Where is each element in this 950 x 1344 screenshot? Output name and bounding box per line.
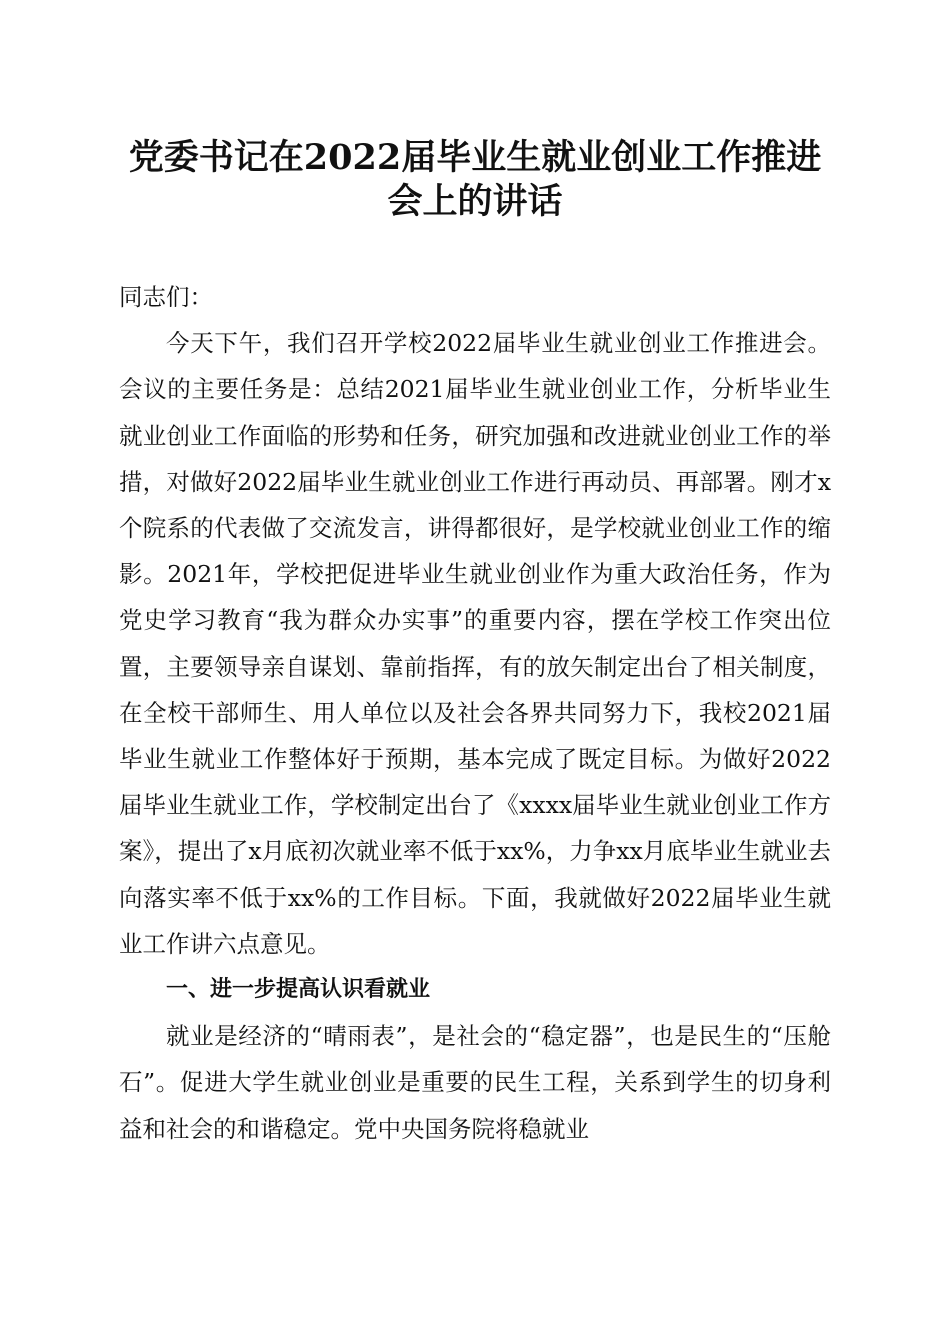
paragraph-section-1: 就业是经济的“晴雨表”，是社会的“稳定器”，也是民生的“压舱石”。促进大学生就业创业是重要的民生工程，关系到学生的切身利益和社会的和谐稳定。党中央国务院将稳就业: [119, 1022, 831, 1143]
document-body: [119, 274, 831, 1152]
document-title: [119, 136, 831, 224]
title-line-2: 会上的讲话: [387, 181, 563, 222]
section-heading-1: 一、进一步提高认识看就业: [166, 977, 431, 1003]
paragraph-intro: 今天下午，我们召开学校2022届毕业生就业创业工作推进会。会议的主要任务是：总结2021届毕业生就业创业工作，分析毕业生就业创业工作面临的形势和任务，研究加强和改进就业创业工作的举措，对做好2022届毕业生就业创业工作进行再动员、再部署。刚才x个院系的代表做了交流发言，讲得都很好，是学校就业创业工作的缩影。2021年，学校把促进毕业生就业创业作为重大政治任务，作为党史学习教育“我为群众办实事”的重要内容，摆在学校工作突出位置，主要领导亲自谋划、靠前指挥，有的放矢制定出台了相关制度，在全校干部师生、用人单位以及社会各界共同努力下，我校2021届毕业生就业工作整体好于预期，基本完成了既定目标。为做好2022届毕业生就业工作，学校制定出台了《xxxx届毕业生就业创业工作方案》，提出了x月底初次就业率不低于xx%，力争xx月底毕业生就业去向落实率不低于xx%的工作目标。下面，我就做好2022届毕业生就业工作讲六点意见。: [119, 329, 831, 958]
title-line-1: 党委书记在2022届毕业生就业创业工作推进: [128, 137, 822, 178]
salutation: 同志们：: [119, 283, 213, 311]
